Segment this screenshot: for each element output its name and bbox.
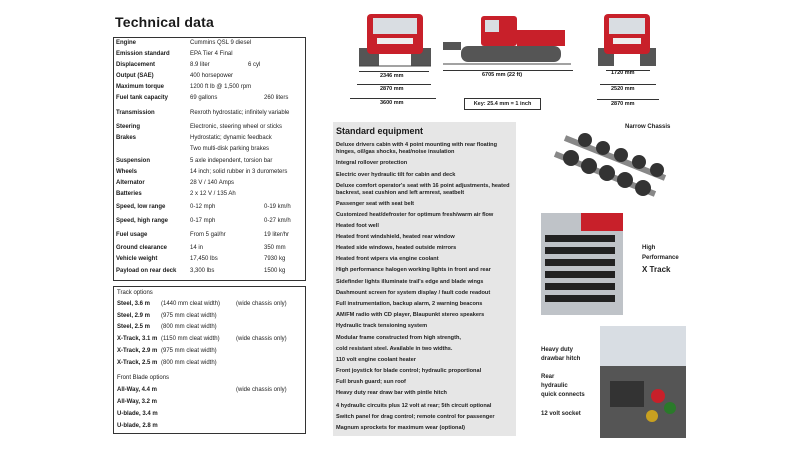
- spec-label: Steering: [116, 124, 141, 130]
- grille: [377, 38, 413, 44]
- dim-front-narrow-2: 2520 mm: [611, 86, 635, 92]
- spec-value: 1200 ft lb @ 1,500 rpm: [190, 84, 252, 90]
- spec-label: Maximum torque: [116, 84, 165, 90]
- spec-label: Ground clearance: [116, 245, 168, 251]
- spec-label: Output (SAE): [116, 73, 154, 79]
- option-detail: (975 mm cleat width): [161, 348, 217, 354]
- option-label: All-Way, 4.4 m: [117, 387, 158, 393]
- spec-label: Suspension: [116, 158, 151, 164]
- option-label: Front Blade options: [117, 375, 170, 381]
- spec-value-alt: 260 liters: [264, 95, 289, 101]
- caption-quick-3: quick connects: [541, 392, 585, 398]
- caption-xtrack-3: X Track: [642, 265, 671, 274]
- spec-label: Speed, high range: [116, 218, 169, 224]
- spec-value-alt: 0-27 km/h: [264, 218, 291, 224]
- option-detail: (800 mm cleat width): [161, 324, 217, 330]
- option-detail: (1150 mm cleat width): [161, 336, 220, 342]
- spec-value: 0-12 mph: [190, 204, 216, 210]
- caption-drawbar-1: Heavy duty: [541, 347, 574, 353]
- side-view-drawing: [443, 12, 573, 68]
- windshield: [373, 18, 417, 34]
- option-label: All-Way, 3.2 m: [117, 399, 158, 405]
- spec-table: [113, 37, 306, 281]
- dim-front-narrow-3: 2870 mm: [611, 101, 635, 107]
- caption-quick-2: hydraulic: [541, 383, 568, 389]
- equipment-item: Dashmount screen for system display / fault code readout: [336, 290, 491, 296]
- dim-front-narrow-1: 1720 mm: [611, 70, 635, 76]
- option-detail: (1440 mm cleat width): [161, 301, 221, 307]
- option-detail: (975 mm cleat width): [161, 313, 217, 319]
- spec-label: Fuel tank capacity: [116, 95, 169, 101]
- spec-value: Cummins QSL 9 diesel: [190, 40, 252, 46]
- spec-label: Vehicle weight: [116, 256, 158, 262]
- dim-side-length: 6705 mm (22 ft): [482, 72, 523, 78]
- equipment-item: Heated front windshield, heated rear window: [336, 234, 455, 240]
- spec-value-alt: 350 mm: [264, 245, 286, 251]
- options-table: [113, 286, 306, 434]
- equipment-item: Heated side windows, heated outside mirrors: [336, 245, 457, 251]
- equipment-item: Heated front wipers via engine coolant: [336, 256, 439, 262]
- dim-front-wide-2: 2870 mm: [380, 86, 404, 92]
- equipment-item: Sidefinder lights illuminate trail's edge and blade wings: [336, 279, 484, 285]
- dim-front-wide-3: 3600 mm: [380, 100, 404, 106]
- equipment-item: Hydraulic track tensioning system: [336, 323, 428, 329]
- spec-value-alt: 7930 kg: [264, 256, 286, 262]
- equipment-item: Full brush guard; sun roof: [336, 379, 406, 385]
- equipment-item: 110 volt engine coolant heater: [336, 357, 416, 363]
- spec-value: EPA Tier 4 Final: [190, 51, 233, 57]
- equipment-item: Full instrumentation, backup alarm, 2 warning beacons: [336, 301, 483, 307]
- spec-value: 400 horsepower: [190, 73, 234, 79]
- spec-label: Fuel usage: [116, 232, 148, 238]
- equipment-item: Magnum sprockets for maximum wear (optional): [336, 425, 465, 431]
- spec-label: Transmission: [116, 110, 155, 116]
- spec-label: Brakes: [116, 135, 137, 141]
- caption-xtrack-1: High: [642, 245, 656, 251]
- equipment-item: Electric over hydraulic tilt for cabin and deck: [336, 172, 456, 178]
- spec-label: Wheels: [116, 169, 138, 175]
- spec-label: Engine: [116, 40, 137, 46]
- equipment-item: Switch panel for drag control; remote control for passenger: [336, 414, 495, 420]
- page-title: Technical data: [115, 14, 215, 30]
- front-blade: [443, 42, 461, 50]
- track-side: [461, 46, 561, 62]
- option-label: X-Track, 2.5 m: [117, 360, 158, 366]
- spec-value: From 5 gal/hr: [190, 232, 226, 238]
- spec-value: 2 x 12 V / 135 Ah: [190, 191, 236, 197]
- front-view-wide-drawing: [355, 8, 435, 70]
- spec-value-alt: 19 liter/hr: [264, 232, 290, 238]
- spec-value: Rexroth hydrostatic; infinitely variable: [190, 110, 290, 116]
- option-label: Track options: [117, 290, 153, 296]
- front-view-narrow-drawing: [596, 8, 658, 68]
- caption-socket: 12 volt socket: [541, 411, 581, 417]
- option-label: U-blade, 3.4 m: [117, 411, 158, 417]
- spec-value: 3,300 lbs: [190, 268, 215, 274]
- equipment-item: Deluxe comfort operator's seat with 16 point adjustments, heated backrest, seat cushion and left armrest, seatbelt: [336, 183, 510, 196]
- spec-label: Speed, low range: [116, 204, 166, 210]
- equipment-item: Deluxe drivers cabin with 4 point mounting with rear floating hinges, oil/gas shocks, heat/noise insulation: [336, 142, 497, 155]
- equipment-item: Modular frame constructed from high strength,: [336, 335, 461, 341]
- equipment-item: Customized heat/defroster for optimum fresh/warm air flow: [336, 212, 494, 218]
- equipment-item: 4 hydraulic circuits plus 12 volt at rear; 5th circuit optional: [336, 403, 492, 409]
- equipment-item: cold resistant steel. Available in two widths.: [336, 346, 453, 352]
- option-label: Steel, 2.5 m: [117, 324, 151, 330]
- standard-equipment-panel: [333, 122, 516, 436]
- option-detail: (800 mm cleat width): [161, 360, 217, 366]
- spec-label: Displacement: [116, 62, 156, 68]
- option-label: U-blade, 2.8 m: [117, 423, 158, 429]
- spec-value: 17,450 lbs: [190, 256, 218, 262]
- spec-value: 28 V / 140 Amps: [190, 180, 235, 186]
- spec-value: 5 axle independent, torsion bar: [190, 158, 273, 164]
- spec-value-alt: 0-19 km/h: [264, 204, 291, 210]
- caption-quick-1: Rear: [541, 374, 555, 380]
- spec-value: Two multi-disk parking brakes: [190, 146, 270, 152]
- spec-value: 14 in: [190, 245, 204, 251]
- equipment-item: AM/FM radio with CD player, Blaupunkt stereo speakers: [336, 312, 485, 318]
- spec-value: 69 gallons: [190, 95, 218, 101]
- drawbar-photo: [600, 326, 686, 438]
- option-note: (wide chassis only): [236, 301, 287, 307]
- equipment-item: Heated foot well: [336, 223, 379, 229]
- spec-label: Batteries: [116, 191, 142, 197]
- caption-narrow-chassis: Narrow Chassis: [625, 124, 671, 130]
- spec-value: Hydrostatic; dynamic feedback: [190, 135, 272, 141]
- dim-front-wide-1: 2346 mm: [380, 73, 404, 79]
- unit-key: Key: 25.4 mm = 1 inch: [464, 98, 541, 110]
- x-track-photo: [541, 213, 623, 315]
- spec-value-alt: 6 cyl: [248, 62, 261, 68]
- spec-value: 0-17 mph: [190, 218, 216, 224]
- spec-value: Electronic, steering wheel or sticks: [190, 124, 283, 130]
- rear-deck: [517, 30, 565, 46]
- spec-label: Emission standard: [116, 51, 170, 57]
- caption-xtrack-2: Performance: [642, 255, 679, 261]
- option-label: Steel, 3.6 m: [117, 301, 151, 307]
- equipment-item: Front joystick for blade control; hydraulic proportional: [336, 368, 482, 374]
- option-note: (wide chassis only): [236, 387, 287, 393]
- equipment-item: Passenger seat with seat belt: [336, 201, 415, 207]
- spec-value: 14 inch; solid rubber in 3 durometers: [190, 169, 288, 175]
- option-label: Steel, 2.9 m: [117, 313, 151, 319]
- spec-label: Payload on rear deck: [116, 268, 177, 274]
- chassis-frame-drawing: [545, 118, 685, 208]
- option-label: X-Track, 3.1 m: [117, 336, 158, 342]
- spec-value: 8.9 liter: [190, 62, 210, 68]
- spec-label: Alternator: [116, 180, 145, 186]
- equipment-item: Heavy duty rear draw bar with pintle hitch: [336, 390, 447, 396]
- equipment-item: Integral rollover protection: [336, 160, 408, 166]
- spec-value-alt: 1500 kg: [264, 268, 286, 274]
- option-note: (wide chassis only): [236, 336, 287, 342]
- hitch-block: [610, 381, 644, 407]
- standard-equipment-title: Standard equipment: [336, 126, 424, 136]
- equipment-item: High performance halogen working lights in front and rear: [336, 267, 491, 273]
- option-label: X-Track, 2.9 m: [117, 348, 158, 354]
- caption-drawbar-2: drawbar hitch: [541, 356, 581, 362]
